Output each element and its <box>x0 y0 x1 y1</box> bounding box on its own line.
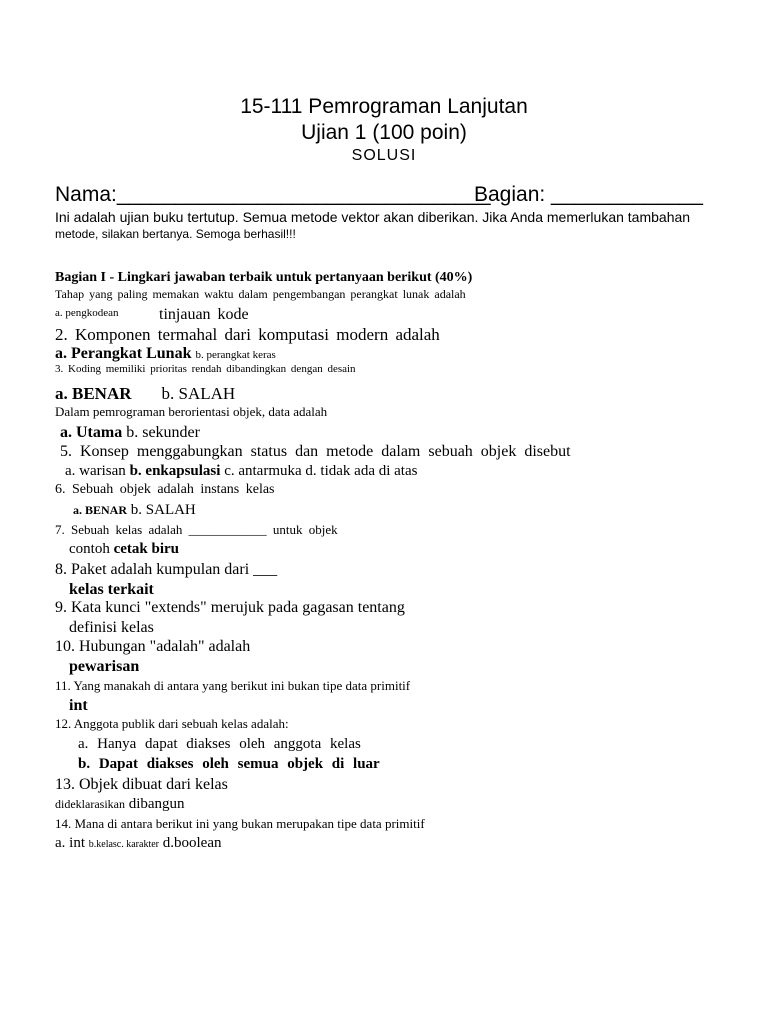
question-11: 11. Yang manakah di antara yang berikut ini bukan tipe data primitif <box>55 678 411 693</box>
q5-options <box>65 464 417 479</box>
q14-option-b: b.kelas <box>88 839 117 850</box>
solution-label: SOLUSI <box>351 147 417 164</box>
q5-option-d: d. tidak ada di atas <box>305 463 418 479</box>
q5-option-c: c. antarmuka <box>224 463 302 479</box>
q12-option-a: a. Hanya dapat diakses oleh anggota kelas <box>78 736 361 752</box>
instructions-line-2: metode, silakan bertanya. Semoga berhasil!!! <box>55 227 296 241</box>
question-1: Tahap yang paling memakan waktu dalam pengembangan perangkat lunak adalah <box>55 287 466 301</box>
q6-options <box>73 503 196 518</box>
course-title: 15-111 Pemrograman Lanjutan <box>240 95 528 118</box>
q2-option-b: b. perangkat keras <box>195 349 276 361</box>
q14-option-a: a. int <box>55 835 85 851</box>
q3-option-b: b. SALAH <box>161 384 236 403</box>
q6-option-b: b. SALAH <box>130 502 196 518</box>
q14-option-d: d.boolean <box>162 835 222 851</box>
question-14: 14. Mana di antara berikut ini yang bukan merupakan tipe data primitif <box>55 816 425 831</box>
q10-answer: pewarisan <box>69 658 140 675</box>
q14-options <box>55 836 221 851</box>
q5-option-a: a. warisan <box>65 463 126 479</box>
part1-heading: Bagian I - Lingkari jawaban terbaik untuk pertanyaan berikut (40%) <box>55 270 473 285</box>
q12-option-b: b. Dapat diakses oleh semua objek di luar <box>78 756 380 772</box>
q11-answer: int <box>69 697 88 714</box>
question-10: 10. Hubungan "adalah" adalah <box>55 638 251 655</box>
q4-options <box>60 425 200 441</box>
q13-options <box>55 797 185 812</box>
q2-option-a: a. Perangkat Lunak <box>55 345 192 362</box>
q1-option-a: a. pengkodean <box>55 307 119 319</box>
question-9: 9. Kata kunci "extends" merujuk pada gagasan tentang <box>55 599 405 616</box>
exam-title: Ujian 1 (100 poin) <box>301 121 467 144</box>
q13-option-1: dideklarasikan <box>55 797 125 811</box>
q8-answer: kelas terkait <box>69 581 154 598</box>
question-8: 8. Paket adalah kumpulan dari ___ <box>55 561 278 578</box>
q4-option-a: a. Utama <box>60 424 123 441</box>
q1-answer: tinjauan kode <box>159 306 249 323</box>
question-6: 6. Sebuah objek adalah instans kelas <box>55 482 275 497</box>
question-13: 13. Objek dibuat dari kelas <box>55 776 228 793</box>
q3-options <box>55 385 235 402</box>
q4-option-b: b. sekunder <box>126 424 200 441</box>
name-field-line: Nama:________________________________ <box>55 183 491 206</box>
section-field-line: Bagian: _____________ <box>474 183 703 206</box>
instructions-line-1: Ini adalah ujian buku tertutup. Semua metode vektor akan diberikan. Jika Anda memerlukan tambahan <box>55 209 691 225</box>
question-3: 3. Koding memiliki prioritas rendah dibandingkan dengan desain <box>55 363 356 375</box>
question-4: Dalam pemrograman berorientasi objek, data adalah <box>55 404 328 419</box>
q7-answer: cetak biru <box>113 541 179 557</box>
question-2: 2. Komponen termahal dari komputasi modern adalah <box>55 325 440 344</box>
q14-option-c: c. karakter <box>116 839 159 850</box>
question-7: 7. Sebuah kelas adalah ____________ untuk objek <box>55 522 338 537</box>
question-12: 12. Anggota publik dari sebuah kelas adalah: <box>55 716 289 731</box>
q7-answer-line <box>69 542 179 557</box>
q7-answer-prefix: contoh <box>69 541 110 557</box>
q5-option-b: b. enkapsulasi <box>129 463 221 479</box>
q2-options <box>55 346 276 362</box>
q3-option-a: a. BENAR <box>55 384 132 403</box>
q6-option-a: a. BENAR <box>73 503 128 517</box>
q9-answer: definisi kelas <box>69 619 154 636</box>
question-5: 5. Konsep menggabungkan status dan metode dalam sebuah objek disebut <box>60 443 571 460</box>
q13-option-2: dibangun <box>128 796 185 812</box>
